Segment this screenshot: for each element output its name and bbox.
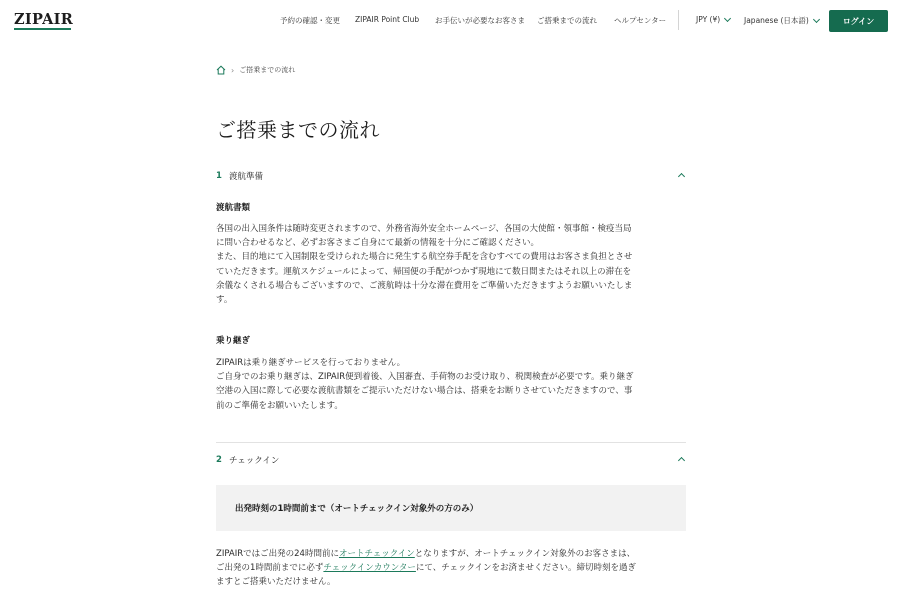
check-in-counter-link[interactable]: チェックインカウンター [323,563,416,574]
auto-check-in-link[interactable]: オートチェックイン [338,549,415,559]
check-in-deadline-notice [216,485,686,531]
nav-item-help-center[interactable]: ヘルプセンター [614,16,667,25]
home-icon[interactable] [216,65,226,75]
text-line: 空港の入国に際して必要な渡航書類をご提示いただけない場合は、搭乗をお断りさせていただきますので、事 [216,386,633,397]
nav-item-manage-booking[interactable]: 予約の確認・変更 [280,16,340,25]
text-line: ますとご搭乗いただけません。 [216,577,336,588]
text-line: ていただきます。運航スケジュールによって、帰国便の手配がつかず現地にて数日間またはそれ以上の滞在を [216,266,632,277]
text-line: 余儀なくされる場合もございますので、ご渡航時は十分な滞在費用をご準備いただきますようお願いいたしま [216,280,633,291]
text-line [216,547,688,561]
text-line: ZIPAIRは乗り継ぎサービスを行っておりません。 [216,358,406,368]
language-selector[interactable] [744,15,819,26]
text-line: す。 [216,295,233,306]
paragraph-travel-documents [216,222,688,307]
text-segment: ZIPAIRではご出発の24時間前に [216,549,339,559]
nav-item-point-club[interactable]: ZIPAIR Point Club [355,15,420,24]
logo-text: ZIPAIR [14,11,74,28]
section-label: 渡航準備 [229,172,264,182]
chevron-up-icon [678,173,685,180]
text-line [216,561,688,575]
accordion-header-travel-prep[interactable] [216,168,686,184]
language-label: Japanese (日本語) [744,16,809,25]
page-title: ご搭乗までの流れ [216,118,380,142]
notice-text: 出発時刻の1時間前まで（オートチェックイン対象外の方のみ） [235,504,479,514]
logo-underline [14,28,71,30]
currency-label: JPY (¥) [696,15,721,24]
section-label: チェックイン [229,456,280,466]
login-button[interactable]: ログイン [829,10,888,32]
text-line: 前のご準備をお願いいたします。 [216,400,343,411]
chevron-down-icon [813,15,820,22]
chevron-up-icon [678,457,685,464]
breadcrumb [216,65,295,75]
section-number: 1 [216,171,222,181]
nav-item-boarding-flow[interactable]: ご搭乗までの流れ [537,16,597,25]
text-line: ご自身でのお乗り継ぎは、ZIPAIR便到着後、入国審査、手荷物のお受け取り、税関検査が必要です。乗り継ぎ [216,372,634,383]
text-segment: ご出発の1時間前までに必ず [216,563,324,574]
accordion-header-check-in[interactable] [216,452,686,468]
chevron-right-icon: › [231,65,235,75]
section-number: 2 [216,455,222,465]
breadcrumb-current: ご搭乗までの流れ [239,66,296,74]
chevron-down-icon [724,14,731,21]
text-line: 各国の出入国条件は随時変更されますので、外務省海外安全ホームページ、各国の大使館・領事館・検疫当局 [216,224,632,234]
text-line: に問い合わせるなど、必ずお客さまご自身にて最新の情報を十分にご確認ください。 [216,238,540,249]
block-title-travel-documents: 渡航書類 [216,203,251,213]
zipair-logo[interactable] [14,12,73,30]
text-line: また、目的地にて入国制限を受けられた場合に発生する航空券手配を含むすべての費用はお客さま負担とさせ [216,252,633,263]
paragraph-check-in [216,547,688,590]
text-segment: となりますが、オートチェックイン対象外のお客さまは、 [414,549,636,559]
nav-item-special-assistance[interactable]: お手伝いが必要なお客さま [435,16,525,25]
currency-selector[interactable] [696,15,730,24]
block-title-transfers: 乗り継ぎ [216,336,251,346]
nav-divider [678,10,679,30]
site-header [0,0,900,42]
section-divider [216,442,686,443]
text-segment: にて、チェックインをお済ませください。締切時刻を過ぎ [415,563,637,574]
paragraph-transfers [216,356,688,413]
